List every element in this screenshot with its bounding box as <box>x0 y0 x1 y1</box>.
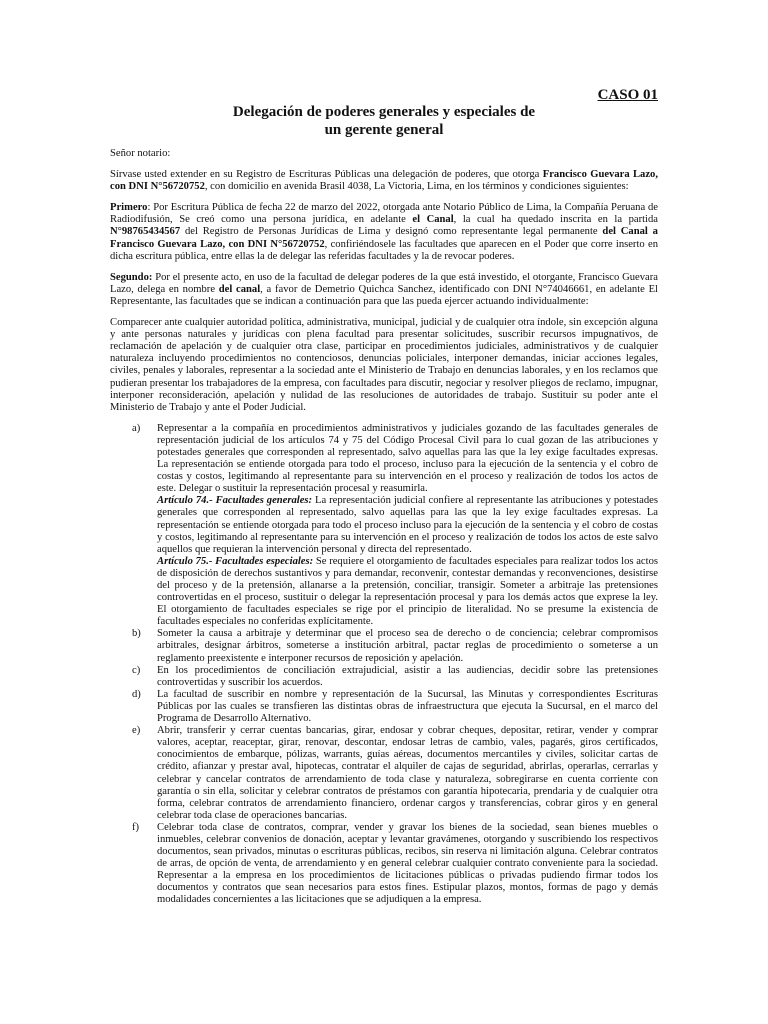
primero-text-3: del Registro de Personas Jurídicas de Lima y designó como representante legal permanente <box>180 226 603 238</box>
item-e-text: Abrir, transferir y cerrar cuentas bancarias, girar, endosar y cobrar cheques, depositar, retirar, vender y comprar valores, aceptar, reaceptar, girar, renovar, descontar, endosar letras de cambio, vales, pagarés, giros certificados, conocimientos de embarque, pólizas, warrants, guías aéreas, documentos mercantiles y civiles, solicitar cartas de crédito, afianzar y prestar aval, hipotecas, contratar el alquiler de cajas de seguridad, abrirlas, operarlas, cerrarlas y celebrar y cancelar contratos de arrendamiento de toda clase y naturaleza, sobregirarse en cuenta corriente con garantía o sin ella, solicitar y celebrar contratos de préstamos con garantía hipotecaria, prendaria y de cualquier otra forma, celebrar contratos de arrendamiento financiero, ordenar cargos y transferencias, cobrar giros y en general celebrar toda clase de operaciones bancarias. <box>157 725 658 821</box>
list-item-b <box>110 628 658 664</box>
article-74-text: La representación judicial confiere al representante las atribuciones y potestades generales que corresponden al representado, salvo aquellas para las que la ley exige facultades expresas. La representación se entiende otorgada para todo el proceso incluso para la ejecución de la sentencia y el cobro de costas y costos, legitimando al representante para su intervención en el proceso y realización de todos los actos de este salvo aquellos que requieran la intervención personal y directa del representado. <box>157 495 658 555</box>
list-item-e <box>110 725 658 822</box>
article-75-label: Artículo 75.- Facultades especiales: <box>157 555 314 567</box>
list-item-d <box>110 689 658 725</box>
case-label: CASO 01 <box>597 87 658 103</box>
list-item-c <box>110 665 658 689</box>
primero-label: Primero <box>110 202 148 214</box>
intro-paragraph <box>110 169 658 193</box>
segundo-text-1: Por el presente acto, en uso de la facultad de delegar poderes de la que está investido, el otorgante, Francisco Guevara Lazo, delega en nombre <box>110 271 658 295</box>
intro-text-2: , con domicilio en avenida Brasil 4038, La Victoria, Lima, en los términos y condiciones siguientes: <box>204 181 629 193</box>
item-f-text: Celebrar toda clase de contratos, comprar, vender y gravar los bienes de la sociedad, sean bienes muebles o inmuebles, celebrar convenios de donación, aceptar y levantar gravámenes, otorgando y suscribiendo los respectivos documentos, sean privados, minutas o escrituras públicas, recibos, sin reserva ni limitación alguna. Celebrar contratos de arras, de opción de venta, de arrendamiento y en general celebrar cualquier contrato conveniente para la sociedad. Representar a la empresa en los procedimientos de licitaciones públicas o privadas pudiendo firmar todos los documentos y contratos que sean necesarios para estos fines. Estipular plazos, montos, formas de pago y demás modalidades concernientes a las licitaciones que se adjudiquen a la empresa. <box>157 821 658 906</box>
list-item-f <box>110 822 658 907</box>
list-label-c: c) <box>132 664 141 676</box>
intro-grantor: Francisco Guevara Lazo, con DNI N°56720752 <box>110 169 658 193</box>
list-label-d: d) <box>132 688 141 700</box>
segundo-bold-1: del canal <box>218 283 261 295</box>
list-label-a: a) <box>132 422 141 434</box>
primero-text-4: , confiriéndosele las facultades que aparecen en el Poder que corre inserto en dicha escritura pública, entre ellas la de delegar las referidas facultades y la de revocar poderes. <box>110 238 658 262</box>
article-74 <box>157 495 658 555</box>
primero-bold-2: N°98765434567 <box>110 226 181 238</box>
article-75 <box>157 556 658 629</box>
segundo-text-2: , a favor de Demetrio Quichca Sanchez, identificado con DNI N°74046661, en adelante El Representante, las facultades que se indican a continuación para que las pueda ejercer actuando individualmente: <box>110 283 658 307</box>
list-label-f: f) <box>132 821 140 833</box>
list-item-a <box>110 423 658 629</box>
segundo-label: Segundo: <box>110 271 153 283</box>
segundo-paragraph <box>110 272 658 308</box>
primero-bold-1: el Canal <box>412 214 454 226</box>
primero-text-2: , la cual ha quedado inscrita en la partida <box>453 214 658 226</box>
comparecer-paragraph: Comparecer ante cualquier autoridad política, administrativa, municipal, judicial y de cualquier otra índole, sin excepción alguna y ante personas naturales y jurídicas con plena facultad para presentar solicitudes, suscribir recursos impugnativos, de reclamación de apelación y de cualquier otra clase, participar en procedimientos judiciales, administrativos y de cualquier naturaleza incluyendo procedimientos no contenciosos, denuncias policiales, interponer demandas, iniciar acciones legales, civiles, penales y laborales, representar a la sociedad ante el Ministerio de Trabajo en denuncias laborales, y en los reclamos que pudieran presentar los trabajadores de la empresa, con facultades para discutir, negociar y resolver pliegos de reclamo, impugnar, interponer reconsideración, apelación y nulidad de las resoluciones de autoridades de trabajo. Sustituir su poder ante el Ministerio de Trabajo y ante el Poder Judicial. <box>110 317 658 413</box>
document-body <box>110 148 658 907</box>
title-line-1: Delegación de poderes generales y especiales de <box>232 104 536 120</box>
article-74-label: Artículo 74.- Facultades generales: <box>157 495 313 507</box>
intro-text-1: Sírvase usted extender en su Registro de Escrituras Públicas una delegación de poderes, que otorga <box>110 169 543 181</box>
article-75-text: Se requiere el otorgamiento de facultades especiales para realizar todos los actos de disposición de derechos sustantivos y para demandar, reconvenir, contestar demandas y reconvenciones, desistirse del proceso y de la pretensión, allanarse a la pretensión, conciliar, transigir. Someter a arbitraje las pretensiones controvertidas en el proceso, sustituir o delegar la representación procesal y para los demás actos que exprese la ley. El otorgamiento de facultades especiales se rige por el principio de literalidad. No se presume la existencia de facultades especiales no conferidas explícitamente. <box>157 555 658 628</box>
list-label-b: b) <box>132 628 141 640</box>
list-label-e: e) <box>132 725 141 737</box>
item-d-text: La facultad de suscribir en nombre y representación de la Sucursal, las Minutas y correspondientes Escrituras Públicas por las cuales se transfieren las distintas obras de infraestructura que ejecuta la Sucursal, en el marco del Programa de Desarrollo Alternativo. <box>157 688 658 725</box>
item-c-text: En los procedimientos de conciliación extrajudicial, asistir a las audiencias, decidir sobre las pretensiones controvertidas y suscribir los acuerdos. <box>157 664 658 688</box>
salutation: Señor notario: <box>110 148 171 159</box>
primero-text-1: : Por Escritura Pública de fecha 22 de marzo del 2022, otorgada ante Notario Público de Lima, la Compañía Peruana de Radiodifusión, Se creó como una persona jurídica, en adelante <box>110 202 658 226</box>
primero-bold-3: del Canal a Francisco Guevara Lazo, con DNI N°56720752 <box>110 226 658 250</box>
document-title <box>110 103 658 139</box>
title-line-2: un gerente general <box>324 122 444 138</box>
item-a-text: Representar a la compañía en procedimientos administrativos y judiciales gozando de las facultades generales de representación judicial de los artículos 74 y 75 del Código Procesal Civil para lo cual gozan de las atribuciones y potestades generales que corresponden al representado, salvo aquellas para las que la ley exige facultades expresas. La representación se entiende otorgada para todo el proceso, incluso para la ejecución de la sentencia y el cobro de costas y costos, legitimando al representante para su intervención en el proceso y realización de todos los actos de este. Delegar o sustituir la representación procesal y reasumirla. <box>157 422 658 495</box>
primero-paragraph <box>110 202 658 262</box>
item-b-text: Someter la causa a arbitraje y determinar que el proceso sea de derecho o de conciencia; celebrar compromisos arbitrales, designar árbitros, someterse a institución arbitral, pactar reglas de procedimiento o someterse a un reglamento preexistente e interponer recursos de reposición y apelación. <box>157 628 658 664</box>
faculties-list <box>110 423 658 907</box>
